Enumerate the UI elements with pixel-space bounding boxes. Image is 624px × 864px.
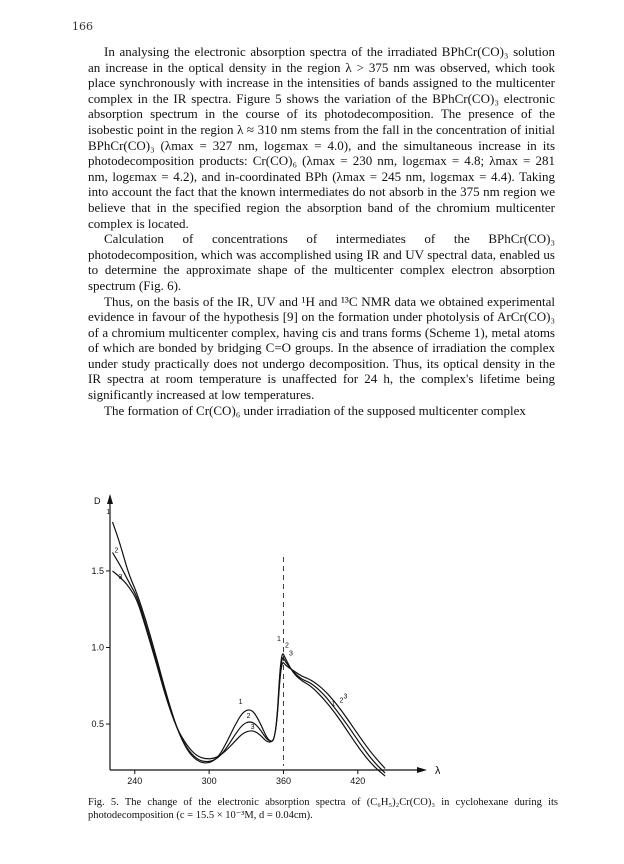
- x-axis-label: λ: [435, 765, 440, 777]
- x-tick-label: 360: [275, 776, 291, 786]
- paragraph-2: Calculation of concentrations of intermediates of the BPhCr(CO)₃ photodecomposition, which was accomplished using IR and UV spectral data, enabled us to determine the approximate shape of the multicenter complex electron absorption spectrum (Fig. 6).: [88, 231, 555, 293]
- series-label-3: 3: [289, 650, 293, 658]
- paragraph-3: Thus, on the basis of the IR, UV and ¹H and ¹³C NMR data we obtained experimental evidence in favour of the hypothesis [9] on the formation under photolysis of ArCr(CO)₃ of a chromium multicenter complex, having cis and trans forms (Scheme 1), metal atoms of which are bonded by bridging C=O groups. In the absence of irradiation the complex under study practically does not undergo decomposition. Thus, its optical density in the IR spectra at room temperature is unaffected for 24 h, the complex's lifetime being significantly increased at low temperatures.: [88, 293, 555, 403]
- series-label-3: 3: [118, 573, 123, 581]
- series-label-1: 1: [277, 636, 281, 644]
- series-line-2: [113, 553, 386, 774]
- series-label-2: 2: [114, 547, 119, 555]
- body-text: [88, 44, 555, 418]
- series-label-2: 2: [285, 642, 289, 650]
- series-label-2: 2: [246, 713, 251, 721]
- y-axis-arrow: [107, 494, 113, 504]
- x-tick-label: 300: [201, 776, 217, 786]
- y-tick-label: 0.5: [91, 719, 104, 730]
- y-tick-label: 1.5: [91, 565, 104, 576]
- series-label-3: 3: [343, 693, 348, 701]
- absorption-spectra-chart: [80, 490, 440, 790]
- figure-5: [80, 490, 440, 795]
- series-label-1: 1: [238, 698, 243, 706]
- x-axis-arrow: [417, 767, 427, 773]
- series-label-1: 1: [331, 700, 336, 708]
- series-label-2: 2: [339, 697, 344, 705]
- chart-curves: [113, 522, 386, 776]
- paragraph-1: In analysing the electronic absorption spectra of the irradiated BPhCr(CO)₃ solution an increase in the optical density in the region λ > 375 nm was observed, which took place synchronously with increase in the intensities of bands assigned to the multicenter complex in the IR spectra. Figure 5 shows the variation of the BPhCr(CO)₃ electronic absorption spectrum in the course of its photodecomposition. The presence of the isobestic point in the region λ ≈ 310 nm stems from the fall in the concentration of initial BPhCr(CO)₃ (λmax = 327 nm, logεmax = 4.0), and the simultaneous increase in its photodecomposition products: Cr(CO)₆ (λmax = 230 nm, logεmax = 4.8; λmax = 281 nm, logεmax = 4.2), and in-coordinated BPh (λmax = 245 nm, logεmax = 4.4). Taking into account the fact that the known intermediates do not absorb in the 375 nm region we believe that in the specified region the absorption band of the chromium multicenter complex is located.: [88, 44, 555, 231]
- paragraph-4: The formation of Cr(CO)₆ under irradiation of the supposed multicenter complex: [104, 402, 526, 418]
- x-tick-label: 240: [127, 776, 143, 786]
- chart-labels: [91, 496, 440, 786]
- chart-axes: [106, 494, 427, 774]
- page-number: 166: [72, 20, 93, 33]
- y-tick-label: 1.0: [91, 642, 104, 653]
- y-axis-label: D: [94, 496, 101, 506]
- figure-caption: Fig. 5. The change of the electronic absorption spectra of (C₆H₅)₂Cr(CO)₃ in cyclohexane during its photodecomposition (c = 15.5 × 10⁻³M, d = 0.04cm).: [88, 797, 558, 821]
- x-tick-label: 420: [350, 776, 366, 786]
- series-label-1: 1: [106, 508, 111, 516]
- series-line-3: [113, 571, 386, 769]
- series-label-3: 3: [250, 724, 255, 732]
